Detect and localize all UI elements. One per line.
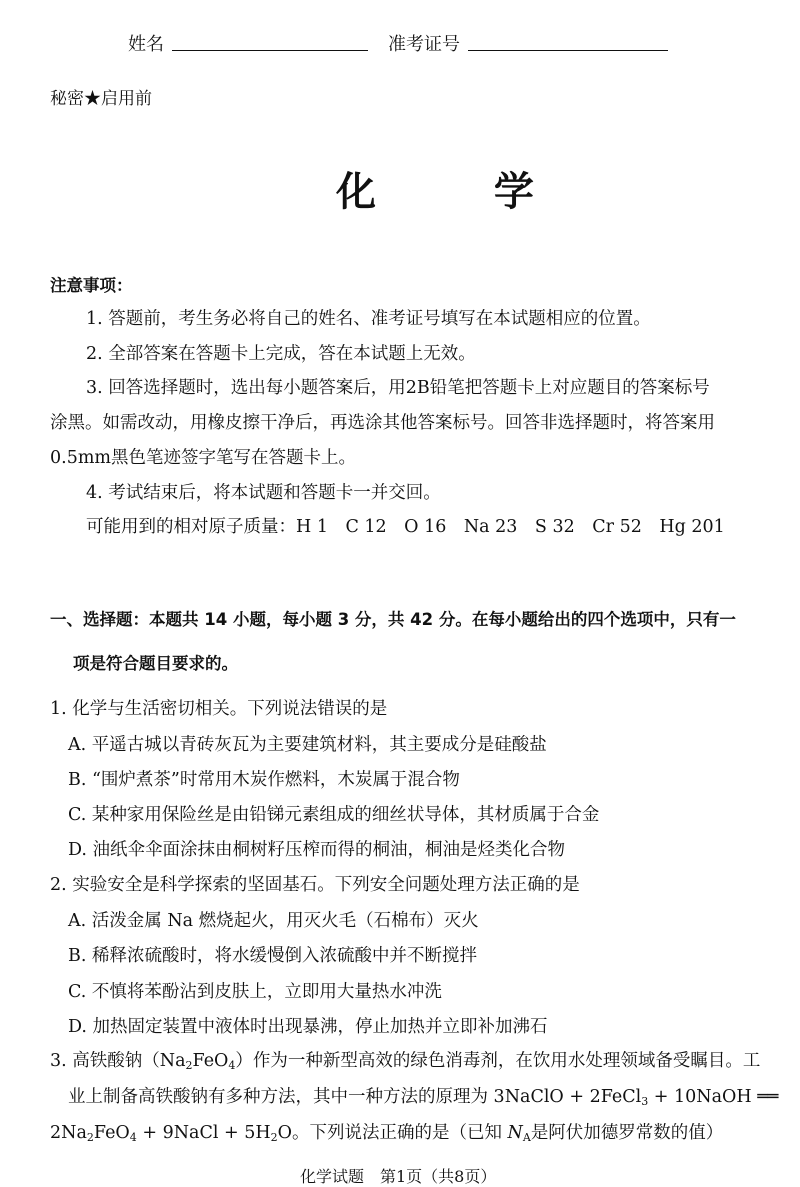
name-label: 姓名: [128, 34, 164, 55]
question-3-line-2: 业上制备高铁酸钠有多种方法，其中一种方法的原理为 3NaClO + 2FeCl$_3$ + 10NaOH ══: [68, 1087, 779, 1108]
question-1-option-b: B. “围炉煮茶”时常用木炭作燃料，木炭属于混合物: [68, 770, 460, 790]
exam-id-blank[interactable]: [468, 50, 668, 51]
notice-item-2: 2. 全部答案在答题卡上完成，答在本试题上无效。: [86, 344, 476, 364]
notice-item-1: 1. 答题前，考生务必将自己的姓名、准考证号填写在本试题相应的位置。: [86, 309, 651, 329]
question-3-line-3: $2Na_2FeO_4$ + 9NaCl + $5H_2O$。下列说法正确的是（已知 $N_A$是阿伏加德罗常数的值）: [50, 1123, 724, 1144]
notice-item-3-line-2: 涂黑。如需改动，用橡皮擦干净后，再选涂其他答案标号。回答非选择题时，将答案用: [50, 413, 715, 433]
atomic-mass-line: 可能用到的相对原子质量：H 1 C 12 O 16 Na 23 S 32 Cr 52 Hg 201: [86, 517, 725, 537]
question-1-option-c: C. 某种家用保险丝是由铅锑元素组成的细丝状导体，其材质属于合金: [68, 805, 600, 825]
question-2-option-b: B. 稀释浓硫酸时，将水缓慢倒入浓硫酸中并不断搅拌: [68, 946, 477, 966]
notice-item-3-line-3: 0.5mm黑色笔迹签字笔写在答题卡上。: [50, 448, 357, 468]
question-2-option-a: A. 活泼金属 Na 燃烧起火，用灭火毛（石棉布）灭火: [68, 911, 479, 931]
question-1-option-d: D. 油纸伞伞面涂抹由桐树籽压榨而得的桐油，桐油是烃类化合物: [68, 840, 566, 860]
notice-item-4: 4. 考试结束后，将本试题和答题卡一并交回。: [86, 483, 441, 503]
question-1-stem: 1. 化学与生活密切相关。下列说法错误的是: [50, 699, 388, 719]
confidential-mark: 秘密★启用前: [50, 89, 152, 109]
question-2-stem: 2. 实验安全是科学探索的坚固基石。下列安全问题处理方法正确的是: [50, 875, 580, 895]
notice-item-3-line-1: 3. 回答选择题时，选出每小题答案后，用2B铅笔把答题卡上对应题目的答案标号: [86, 378, 710, 398]
section-1-heading-line-2: 项是符合题目要求的。: [73, 654, 238, 673]
name-blank[interactable]: [172, 50, 368, 51]
question-3-line-1: 3. 高铁酸钠$(Na_2FeO_4)$作为一种新型高效的绿色消毒剂，在饮用水处理领域备受瞩目。工: [50, 1051, 761, 1072]
page-footer: 化学试题 第1页（共8页）: [300, 1167, 497, 1186]
notice-heading: 注意事项：: [50, 276, 133, 295]
exam-id-label: 准考证号: [388, 34, 460, 55]
question-1-option-a: A. 平遥古城以青砖灰瓦为主要建筑材料，其主要成分是硅酸盐: [68, 735, 547, 755]
page-title: 化 学: [336, 168, 586, 215]
question-2-option-c: C. 不慎将苯酚沾到皮肤上，立即用大量热水冲洗: [68, 982, 442, 1002]
section-1-heading-line-1: 一、选择题：本题共 14 小题，每小题 3 分，共 42 分。在每小题给出的四个选项中，只有一: [50, 610, 736, 629]
question-2-option-d: D. 加热固定装置中液体时出现暴沸，停止加热并立即补加沸石: [68, 1017, 548, 1037]
